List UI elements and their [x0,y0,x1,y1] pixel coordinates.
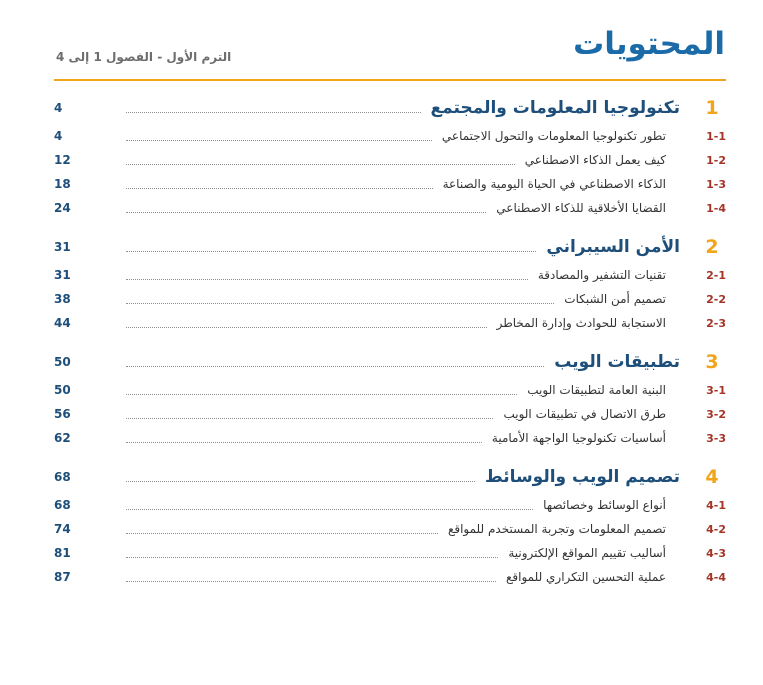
section-number: 1-1 [706,129,726,143]
section-title: أنواع الوسائط وخصائصها [543,498,666,512]
section-page-number: 4 [54,129,63,143]
dot-leader [126,164,515,165]
section-title: الذكاء الاصطناعي في الحياة اليومية والصناعة [442,177,666,191]
chapter-title: تكنولوجيا المعلومات والمجتمع [430,98,680,118]
dot-leader [126,557,498,558]
dot-leader [126,251,536,252]
dot-leader [126,481,475,482]
section-title: كيف يعمل الذكاء الاصطناعي [524,153,666,167]
dot-leader [126,279,528,280]
dot-leader [126,418,493,419]
section-number: 2-2 [706,292,726,306]
section-row[interactable] [54,517,726,541]
section-title: تطور تكنولوجيا المعلومات والتحول الاجتماعي [441,129,666,143]
chapter-page-number: 31 [54,240,71,254]
section-row[interactable] [54,172,726,196]
section-row[interactable] [54,148,726,172]
section-page-number: 56 [54,407,71,421]
section-title: تصميم المعلومات وتجربة المستخدم للمواقع [447,522,666,536]
section-page-number: 18 [54,177,71,191]
section-number: 2-3 [706,316,726,330]
section-page-number: 44 [54,316,71,330]
chapter-number: 2 [705,236,719,258]
section-number: 4-2 [706,522,726,536]
section-number: 3-3 [706,431,726,445]
section-row[interactable] [54,311,726,335]
dot-leader [126,366,544,367]
page-title: المحتويات [573,26,725,62]
chapter-row[interactable] [54,92,726,124]
section-row[interactable] [54,263,726,287]
chapter-row[interactable] [54,231,726,263]
section-row[interactable] [54,287,726,311]
chapter-page-number: 4 [54,101,63,115]
section-row[interactable] [54,402,726,426]
section-row[interactable] [54,196,726,220]
header-divider [54,79,726,81]
section-row[interactable] [54,493,726,517]
section-page-number: 31 [54,268,71,282]
chapter-title: تطبيقات الويب [554,352,680,372]
section-page-number: 68 [54,498,71,512]
chapter-3 [54,346,726,450]
section-page-number: 12 [54,153,71,167]
section-number: 4-3 [706,546,726,560]
chapter-title: الأمن السيبراني [546,237,680,257]
section-row[interactable] [54,378,726,402]
section-number: 4-1 [706,498,726,512]
section-title: طرق الاتصال في تطبيقات الويب [503,407,666,421]
section-title: الاستجابة للحوادث وإدارة المخاطر [496,316,666,330]
dot-leader [126,188,433,189]
section-title: عملية التحسين التكراري للمواقع [506,570,666,584]
section-page-number: 74 [54,522,71,536]
section-title: القضايا الأخلاقية للذكاء الاصطناعي [496,201,666,215]
dot-leader [126,509,533,510]
chapter-4 [54,461,726,589]
section-title: أساليب تقييم المواقع الإلكترونية [508,546,666,560]
section-number: 1-3 [706,177,726,191]
section-page-number: 24 [54,201,71,215]
section-number: 3-1 [706,383,726,397]
chapter-number: 1 [705,97,719,119]
section-page-number: 62 [54,431,71,445]
section-row[interactable] [54,541,726,565]
chapter-1 [54,92,726,220]
table-of-contents [54,92,726,600]
section-number: 1-4 [706,201,726,215]
chapter-page-number: 68 [54,470,71,484]
dot-leader [126,533,438,534]
section-page-number: 81 [54,546,71,560]
section-title: تقنيات التشفير والمصادقة [537,268,666,282]
section-number: 3-2 [706,407,726,421]
dot-leader [126,327,487,328]
dot-leader [126,442,482,443]
section-title: أساسيات تكنولوجيا الواجهة الأمامية [491,431,666,445]
chapter-number: 4 [705,466,719,488]
section-row[interactable] [54,124,726,148]
chapter-2 [54,231,726,335]
section-page-number: 50 [54,383,71,397]
section-page-number: 38 [54,292,71,306]
section-number: 2-1 [706,268,726,282]
chapter-row[interactable] [54,346,726,378]
section-number: 1-2 [706,153,726,167]
section-title: تصميم أمن الشبكات [564,292,666,306]
chapter-page-number: 50 [54,355,71,369]
chapter-number: 3 [705,351,719,373]
chapter-title: تصميم الويب والوسائط [484,467,680,487]
page-subtitle: الترم الأول - الفصول 1 إلى 4 [56,50,232,64]
dot-leader [126,212,486,213]
section-page-number: 87 [54,570,71,584]
section-number: 4-4 [706,570,726,584]
dot-leader [126,112,421,113]
dot-leader [126,140,432,141]
dot-leader [126,394,517,395]
section-row[interactable] [54,426,726,450]
dot-leader [126,581,496,582]
chapter-row[interactable] [54,461,726,493]
section-row[interactable] [54,565,726,589]
dot-leader [126,303,554,304]
section-title: البنية العامة لتطبيقات الويب [527,383,666,397]
